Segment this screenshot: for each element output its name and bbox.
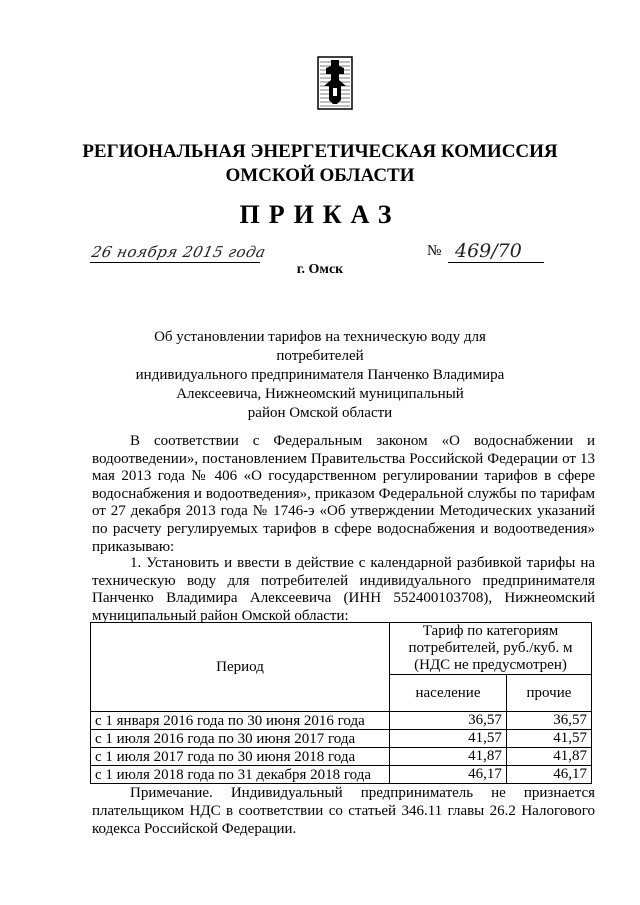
organization-name-line2: ОМСКОЙ ОБЛАСТИ (225, 165, 415, 186)
city: г. Омск (296, 262, 344, 277)
period-cell: с 1 июля 2016 года по 30 июня 2017 года (91, 730, 390, 748)
preamble-paragraph: В соответствии с Федеральным законом «О водоснабжении и водоотведении», постановлением Правительства Российской Федерации от 13 мая 2013 года № 406 «О государственном регулировании тарифов в сфере водоснабжения и водоотведения», приказом Федеральной службы по тарифам от 27 декабря 2013 года № 1746-э «Об утверждении Методических указаний по расчету регулируемых тарифов в сфере водоснабжения и водоотведения» приказываю: (92, 433, 595, 555)
table-row (91, 712, 592, 730)
other-tariff-cell: 46,17 (506, 766, 591, 784)
document-type-title: ПРИКАЗ (239, 200, 401, 229)
subject-line: район Омской области (247, 405, 393, 421)
period-cell: с 1 июля 2018 года по 31 декабря 2018 года (91, 766, 390, 784)
table-row (91, 730, 592, 748)
handwritten-order-number: 469/70 (455, 240, 522, 262)
column-header-period: Период (91, 623, 390, 712)
handwritten-date: 26 ноября 2015 года (90, 243, 268, 261)
subject-line: Алексеевича, Нижнеомский муниципальный (176, 386, 464, 402)
table-row (91, 748, 592, 766)
population-tariff-cell: 41,57 (390, 730, 507, 748)
tariff-table (90, 622, 592, 784)
column-header-tariff: Тариф по категориям потребителей, руб./куб. м (НДС не предусмотрен) (390, 623, 592, 675)
table-row (91, 766, 592, 784)
population-tariff-cell: 46,17 (390, 766, 507, 784)
order-number-label: № (427, 243, 442, 259)
organization-name-line1: РЕГИОНАЛЬНАЯ ЭНЕРГЕТИЧЕСКАЯ КОМИССИЯ (82, 141, 558, 162)
column-header-other: прочие (506, 675, 591, 712)
coat-of-arms-icon (317, 56, 353, 110)
note-paragraph: Примечание. Индивидуальный предприниматель не признается плательщиком НДС в соответствии со статьей 346.11 главы 26.2 Налогового кодекса Российской Федерации. (92, 785, 595, 837)
other-tariff-cell: 41,87 (506, 748, 591, 766)
period-cell: с 1 января 2016 года по 30 июня 2016 года (91, 712, 390, 730)
subject-line: Об установлении тарифов на техническую воду для потребителей (154, 329, 486, 364)
population-tariff-cell: 41,87 (390, 748, 507, 766)
column-header-population: население (390, 675, 507, 712)
other-tariff-cell: 41,57 (506, 730, 591, 748)
period-cell: с 1 июля 2017 года по 30 июня 2018 года (91, 748, 390, 766)
population-tariff-cell: 36,57 (390, 712, 507, 730)
subject-line: индивидуального предпринимателя Панченко Владимира (135, 367, 505, 383)
item-1-paragraph: 1. Установить и ввести в действие с календарной разбивкой тарифы на техническую воду для потребителей индивидуального предпринимателя Панченко Владимира Алексеевича (ИНН 552400103708), Нижнеомский муниципальный район Омской области: (92, 555, 595, 624)
other-tariff-cell: 36,57 (506, 712, 591, 730)
order-subject (110, 328, 530, 423)
